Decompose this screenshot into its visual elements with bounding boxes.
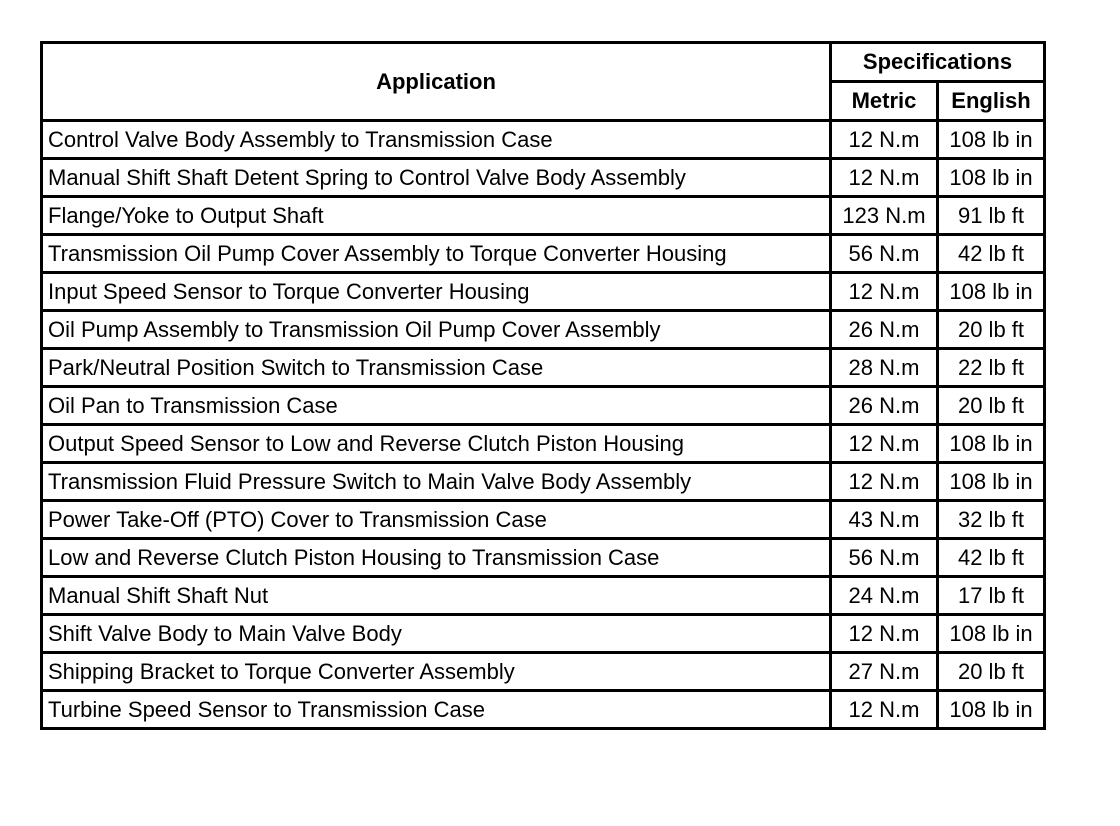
table-row (42, 159, 1045, 197)
table-row (42, 539, 1045, 577)
english-cell: 17 lb ft (938, 577, 1045, 615)
table-row (42, 311, 1045, 349)
application-cell: Park/Neutral Position Switch to Transmission Case (42, 349, 831, 387)
table-row (42, 653, 1045, 691)
english-cell: 20 lb ft (938, 653, 1045, 691)
application-cell: Control Valve Body Assembly to Transmission Case (42, 121, 831, 159)
metric-cell: 12 N.m (831, 615, 938, 653)
english-header: English (938, 82, 1045, 121)
table-body (42, 121, 1045, 729)
english-cell: 108 lb in (938, 691, 1045, 729)
table-row (42, 463, 1045, 501)
english-cell: 108 lb in (938, 121, 1045, 159)
metric-cell: 28 N.m (831, 349, 938, 387)
application-cell: Manual Shift Shaft Detent Spring to Control Valve Body Assembly (42, 159, 831, 197)
metric-cell: 43 N.m (831, 501, 938, 539)
metric-cell: 24 N.m (831, 577, 938, 615)
application-cell: Shift Valve Body to Main Valve Body (42, 615, 831, 653)
application-cell: Shipping Bracket to Torque Converter Assembly (42, 653, 831, 691)
table-row (42, 615, 1045, 653)
table-row (42, 273, 1045, 311)
application-cell: Power Take-Off (PTO) Cover to Transmission Case (42, 501, 831, 539)
metric-cell: 12 N.m (831, 425, 938, 463)
metric-cell: 27 N.m (831, 653, 938, 691)
application-cell: Oil Pump Assembly to Transmission Oil Pump Cover Assembly (42, 311, 831, 349)
application-cell: Manual Shift Shaft Nut (42, 577, 831, 615)
table-row (42, 349, 1045, 387)
english-cell: 108 lb in (938, 615, 1045, 653)
application-cell: Input Speed Sensor to Torque Converter Housing (42, 273, 831, 311)
english-cell: 108 lb in (938, 463, 1045, 501)
metric-header: Metric (831, 82, 938, 121)
metric-cell: 26 N.m (831, 311, 938, 349)
table-row (42, 577, 1045, 615)
metric-cell: 12 N.m (831, 159, 938, 197)
english-cell: 20 lb ft (938, 387, 1045, 425)
application-cell: Turbine Speed Sensor to Transmission Case (42, 691, 831, 729)
application-cell: Transmission Oil Pump Cover Assembly to Torque Converter Housing (42, 235, 831, 273)
english-cell: 108 lb in (938, 273, 1045, 311)
table-header (42, 43, 1045, 121)
english-cell: 22 lb ft (938, 349, 1045, 387)
table-row (42, 691, 1045, 729)
metric-cell: 56 N.m (831, 235, 938, 273)
english-cell: 20 lb ft (938, 311, 1045, 349)
table-row (42, 235, 1045, 273)
header-row-top (42, 43, 1045, 82)
application-cell: Oil Pan to Transmission Case (42, 387, 831, 425)
table-row (42, 387, 1045, 425)
metric-cell: 26 N.m (831, 387, 938, 425)
application-cell: Transmission Fluid Pressure Switch to Main Valve Body Assembly (42, 463, 831, 501)
application-header: Application (42, 43, 831, 121)
application-cell: Output Speed Sensor to Low and Reverse Clutch Piston Housing (42, 425, 831, 463)
specifications-header: Specifications (831, 43, 1045, 82)
metric-cell: 12 N.m (831, 463, 938, 501)
table-row (42, 425, 1045, 463)
english-cell: 42 lb ft (938, 235, 1045, 273)
metric-cell: 12 N.m (831, 121, 938, 159)
fastener-specifications-table (40, 41, 1046, 730)
english-cell: 108 lb in (938, 425, 1045, 463)
english-cell: 91 lb ft (938, 197, 1045, 235)
metric-cell: 123 N.m (831, 197, 938, 235)
metric-cell: 12 N.m (831, 273, 938, 311)
table-row (42, 501, 1045, 539)
english-cell: 32 lb ft (938, 501, 1045, 539)
english-cell: 108 lb in (938, 159, 1045, 197)
metric-cell: 56 N.m (831, 539, 938, 577)
metric-cell: 12 N.m (831, 691, 938, 729)
table-row (42, 197, 1045, 235)
table-row (42, 121, 1045, 159)
english-cell: 42 lb ft (938, 539, 1045, 577)
application-cell: Flange/Yoke to Output Shaft (42, 197, 831, 235)
application-cell: Low and Reverse Clutch Piston Housing to Transmission Case (42, 539, 831, 577)
